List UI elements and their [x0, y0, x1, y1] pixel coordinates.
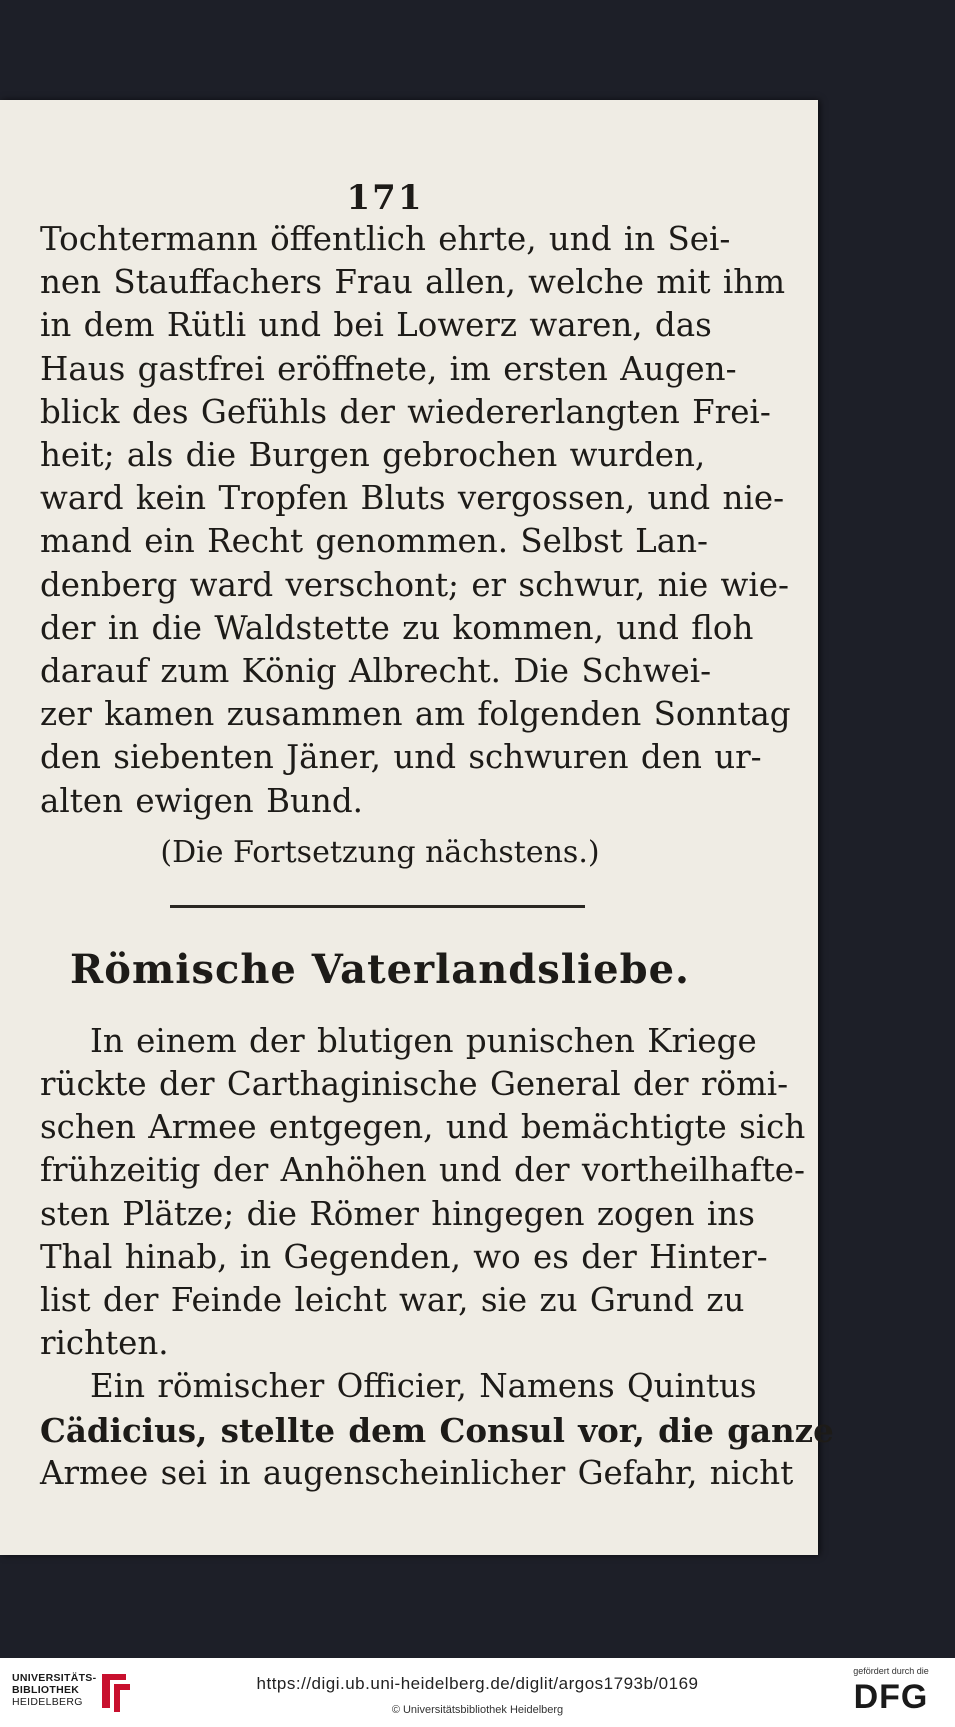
section-divider [170, 905, 585, 908]
library-name-line: UNIVERSITÄTS- [12, 1672, 97, 1684]
text-line: alten ewigen Bund. [40, 781, 363, 820]
text-line: zer kamen zusammen am folgenden Sonntag [40, 695, 791, 734]
text-line: mand ein Recht genommen. Selbst Lan- [40, 522, 709, 561]
page-number: 171 [346, 178, 424, 218]
dfg-logo: DFG [853, 1678, 929, 1716]
text-line: schen Armee entgegen, und bemächtigte sich [40, 1108, 806, 1147]
text-line: Tochtermann öffentlich ehrte, und in Sei- [40, 220, 731, 258]
paragraph-roman [40, 1020, 806, 1366]
viewer-footer [0, 1658, 955, 1727]
text-line: heit; als die Burgen gebrochen wurden, [40, 436, 706, 475]
text-line: list der Feinde leicht war, sie zu Grund zu [40, 1281, 745, 1320]
text-line: sten Plätze; die Römer hingegen zogen ins [40, 1194, 755, 1233]
text-line: den siebenten Jäner, und schwuren den ur- [40, 738, 762, 777]
text-line: ward kein Tropfen Bluts vergossen, und nie- [40, 479, 785, 518]
text-line: frühzeitig der Anhöhen und der vortheilhafte- [40, 1151, 805, 1190]
text-line: Haus gastfrei eröffnete, im ersten Augen- [40, 349, 737, 388]
text-line: blick des Gefühls der wiedererlangten Frei- [40, 392, 771, 431]
continuation-note: (Die Fortsetzung nächstens.) [160, 834, 600, 870]
copyright-notice: © Universitätsbibliothek Heidelberg [391, 1704, 564, 1716]
paragraph-continued [40, 218, 791, 823]
text-line: richten. [40, 1324, 169, 1363]
text-line: Ein römischer Officier, Namens Quintus [90, 1367, 757, 1406]
page-content [40, 178, 834, 1495]
permalink-url[interactable]: https://digi.ub.uni-heidelberg.de/diglit/argos1793b/0169 [256, 1674, 699, 1693]
text-line: Armee sei in augenscheinlicher Gefahr, nicht [40, 1453, 794, 1492]
text-line: der in die Waldstette zu kommen, und floh [40, 608, 754, 647]
text-line: Cädicius, stellte dem Consul vor, die ganze [40, 1410, 834, 1450]
section-title: Römische Vaterlandsliebe. [70, 945, 690, 993]
text-line: In einem der blutigen punischen Kriege [90, 1021, 757, 1060]
funder-block[interactable] [841, 1666, 941, 1717]
book-page [0, 100, 834, 1555]
text-line: denberg ward verschont; er schwur, nie wie- [40, 565, 789, 604]
text-line: nen Stauffachers Frau allen, welche mit ihm [40, 263, 786, 302]
funder-note: gefördert durch die [853, 1666, 929, 1676]
paragraph-officer [40, 1365, 834, 1495]
library-name-line: HEIDELBERG [12, 1696, 83, 1708]
text-line: in dem Rütli und bei Lowerz waren, das [40, 306, 712, 345]
text-line: rückte der Carthaginische General der römi- [40, 1065, 789, 1104]
library-name-line: BIBLIOTHEK [12, 1684, 80, 1696]
text-line: darauf zum König Albrecht. Die Schwei- [40, 652, 712, 691]
text-line: Thal hinab, in Gegenden, wo es der Hinter- [40, 1237, 768, 1276]
